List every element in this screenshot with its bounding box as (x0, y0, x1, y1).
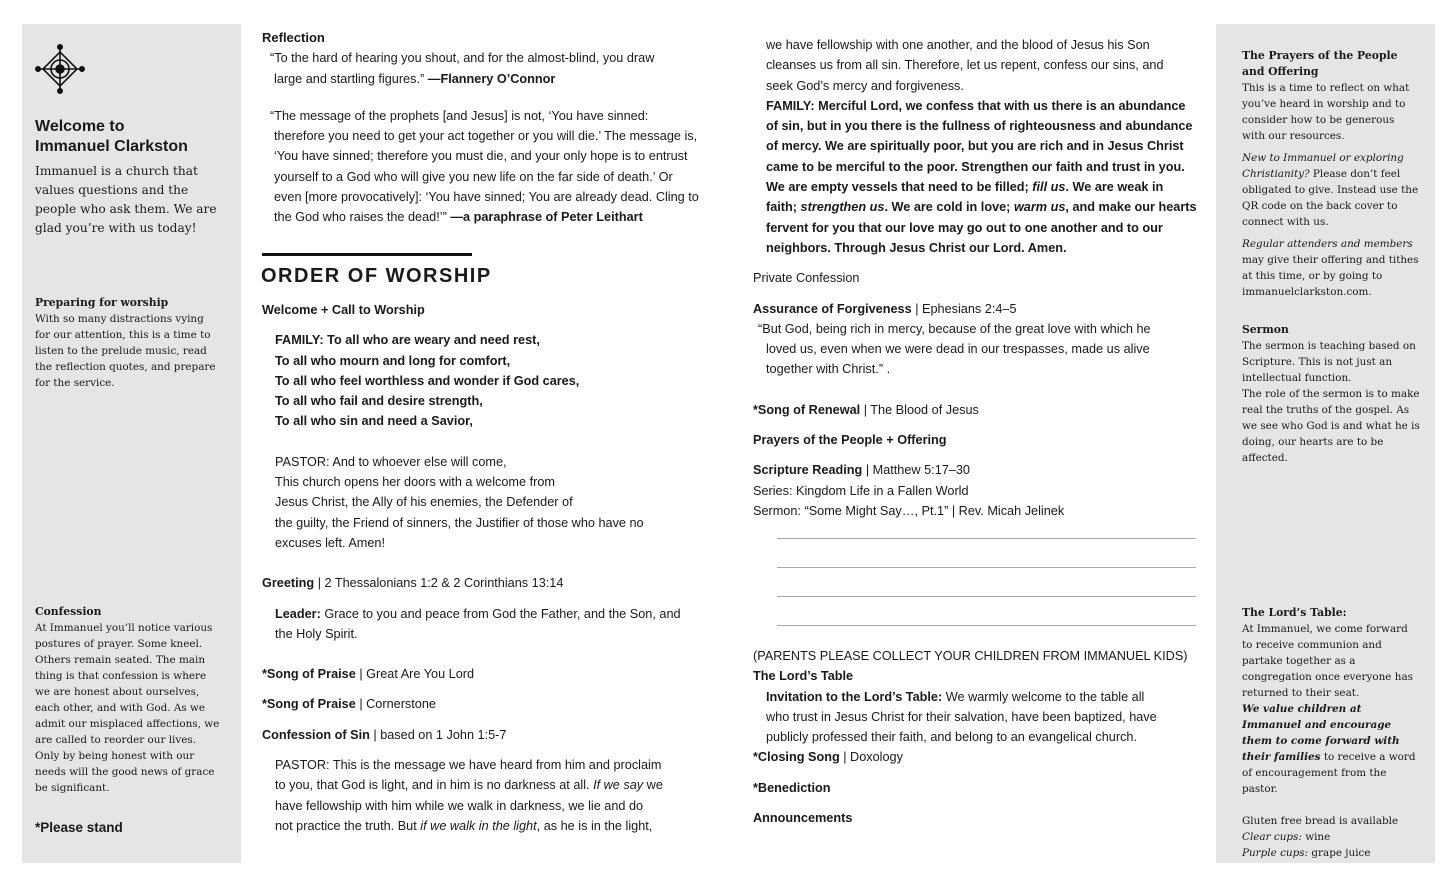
sermon-note: Sermon The sermon is teaching based on Scripture. This is not just an intellectual function. The role of the sermon is to make real the truths of the gospel. As we see who God is and what he is doing, our hearts are to be affected. (1242, 323, 1420, 464)
order-section (262, 300, 702, 836)
welcome-heading: Welcome + Call to Worship (262, 303, 425, 317)
prayers-heading: Prayers of the People + Offering (753, 433, 947, 448)
sermon-line: Sermon: “Some Might Say…, Pt.1” | Rev. Micah Jelinek (753, 503, 1065, 518)
private-confession: Private Confession (753, 271, 860, 286)
invitation-text: Invitation to the Lord’s Table: We warmly welcome to the table all who trust in Jesus Christ for their salvation, have been baptized, have publicly professed their faith, and belong to an evangelical church. (766, 689, 1157, 745)
regular-attenders-note: Regular attenders and members may give their offering and tithes at this time, or by going to immanuelclarkston.com. (1242, 238, 1419, 298)
song-of-renewal: *Song of Renewal | The Blood of Jesus (753, 402, 979, 417)
closing-song: *Closing Song | Doxology (753, 750, 903, 765)
prayers-note: The Prayers of the People and Offering This is a time to reflect on what you’ve heard in worship and to consider how to be generous with our resources. New to Immanuel or exploring Christianity? Please don’t feel obligated to give. Instead use the QR code on the back cover to connect with us. Regular attenders and members may give their offering and tithes at this time, or by going to immanuelclarkston.com. (1242, 49, 1419, 298)
assurance-text: “But God, being rich in mercy, because of the great love with which he loved us, even when we were dead in our trespasses, made us alive together with Christ.” . (758, 321, 1151, 377)
family-confession: FAMILY: Merciful Lord, we confess that with us there is an abundance of sin, but in you there is the fullness of righteousness and abundance of mercy. We are spiritually poor, but you are rich and in Jesus Christ came to be merciful to the poor. Strengthen our faith and trust in you. We are empty vessels that need to be filled; fill us. We are weak in faith; strengthen us. We are cold in love; warm us, and make our hearts fervent for you that our love may go out to one another and to our neighbors. Through Jesus Christ our Lord. Amen. (766, 98, 1197, 255)
preparing-note (35, 295, 220, 391)
leader-greeting: Leader: Grace to you and peace from God the Father, and the Son, and the Holy Spirit. (275, 606, 681, 641)
closing-section (753, 646, 1203, 828)
pastor-welcome: PASTOR: And to whoever else will come, This church opens her doors with a welcome from Jesus Christ, the Ally of his enemies, the Defender of the guilty, the Friend of sinners, the Justifier of those who have no excuses left. Amen! (275, 454, 644, 550)
order-of-worship-title: ORDER OF WORSHIP (261, 265, 492, 287)
confession-continued: we have fellowship with one another, and the blood of Jesus his Son cleanses us from all sin. Therefore, let us repent, confess our sins, and seek God’s mercy and forgiveness. (766, 38, 1164, 93)
lords-table-heading: The Lord’s Table (753, 669, 854, 684)
prayers-note-heading: The Prayers of the People and Offering (1242, 49, 1398, 78)
quote-leithart: “The message of the prophets [and Jesus] is not, ‘You have sinned: therefore you need to get your act together or you will die.’ The message is, ‘You have sinned; therefore you must die, and your only hope is to entrust yourself to a God who will give you new life on the far side of death.’ Or even [more provocatively]: ‘You have sinned; You are already dead. Cling to the God who raises the dead!’” —a paraphrase of Peter Leithart (270, 108, 699, 225)
assurance-line: Assurance of Forgiveness | Ephesians 2:4–5 (753, 301, 1017, 316)
sermon-note-heading: Sermon (1242, 323, 1289, 336)
quote-oconnor: “To the hard of hearing you shout, and for the almost-blind, you draw large and startling figures.” —Flannery O’Connor (270, 51, 655, 86)
please-stand-note: *Please stand (35, 820, 123, 835)
clear-cups-note: Clear cups: wine (1242, 831, 1331, 843)
family-call: FAMILY: To all who are weary and need rest, To all who mourn and long for comfort, To all who feel worthless and wonder if God cares, To all who fail and desire strength, To all who sin and need a Savior, (275, 333, 580, 429)
welcome-text: Immanuel is a church that values questions and the people who ask them. We are glad you’re with us today! (35, 164, 217, 235)
preparing-heading: Preparing for worship (35, 296, 169, 309)
reflection-heading: Reflection (262, 30, 325, 45)
section-divider (262, 253, 472, 256)
notes-line (777, 596, 1196, 597)
new-visitors-note: New to Immanuel or exploring Christianity? Please don’t feel obligated to give. Instead use the QR code on the back cover to connect with us. (1242, 152, 1419, 228)
church-logo-icon (35, 44, 85, 94)
preparing-body: With so many distractions vying for our attention, this is a time to listen to the prelude music, read the reflection quotes, and prepare for the service. (35, 313, 216, 389)
announcements: Announcements (753, 811, 853, 826)
notes-line (777, 567, 1196, 568)
confession-of-sin-line: Confession of Sin | based on 1 John 1:5-7 (262, 727, 507, 742)
order-continued (753, 35, 1203, 521)
scripture-line: Scripture Reading | Matthew 5:17–30 (753, 463, 970, 478)
purple-cups-note: Purple cups: grape juice (1242, 847, 1371, 859)
notes-line (777, 538, 1196, 539)
confession-note (35, 604, 220, 796)
notes-line (777, 625, 1196, 626)
lords-table-note-heading: The Lord’s Table: (1242, 606, 1347, 619)
series-line: Series: Kingdom Life in a Fallen World (753, 483, 969, 498)
parents-note: (PARENTS PLEASE COLLECT YOUR CHILDREN FROM IMMANUEL KIDS) (753, 649, 1188, 663)
song-of-praise-1: *Song of Praise | Great Are You Lord (262, 667, 475, 682)
confession-body: At Immanuel you’ll notice various postures of prayer. Some kneel. Others remain seated. The main thing is that confession is where we are honest about ourselves, each other, and with God. As we admit our misplaced affections, we are called to reorder our lives. Only by being honest with our needs will the good news of grace be significant. (35, 622, 220, 794)
benediction: *Benediction (753, 780, 831, 795)
pastor-confession: PASTOR: This is the message we have heard from him and proclaim to you, that God is light, and in him is no darkness at all. If we say we have fellowship with him while we walk in darkness, we lie and do not practice the truth. But if we walk in the light, as he is in the light, (275, 758, 663, 833)
confession-heading: Confession (35, 605, 102, 618)
welcome-title: Welcome to Immanuel Clarkston (35, 118, 188, 155)
lords-table-note: The Lord’s Table: At Immanuel, we come forward to receive communion and partake together as a congregation once everyone has returned to their seat. We value children at Immanuel and encourage them to come forward with their families to receive a word of encouragement from the pastor. Gluten free bread is available Clear cups: wine Purple cups: grape juice (1242, 605, 1420, 861)
reflection-section (262, 28, 712, 228)
greeting-line: Greeting | 2 Thessalonians 1:2 & 2 Corinthians 13:14 (262, 576, 564, 591)
gluten-free-note: Gluten free bread is available (1242, 815, 1399, 827)
song-of-praise-2: *Song of Praise | Cornerstone (262, 697, 436, 712)
